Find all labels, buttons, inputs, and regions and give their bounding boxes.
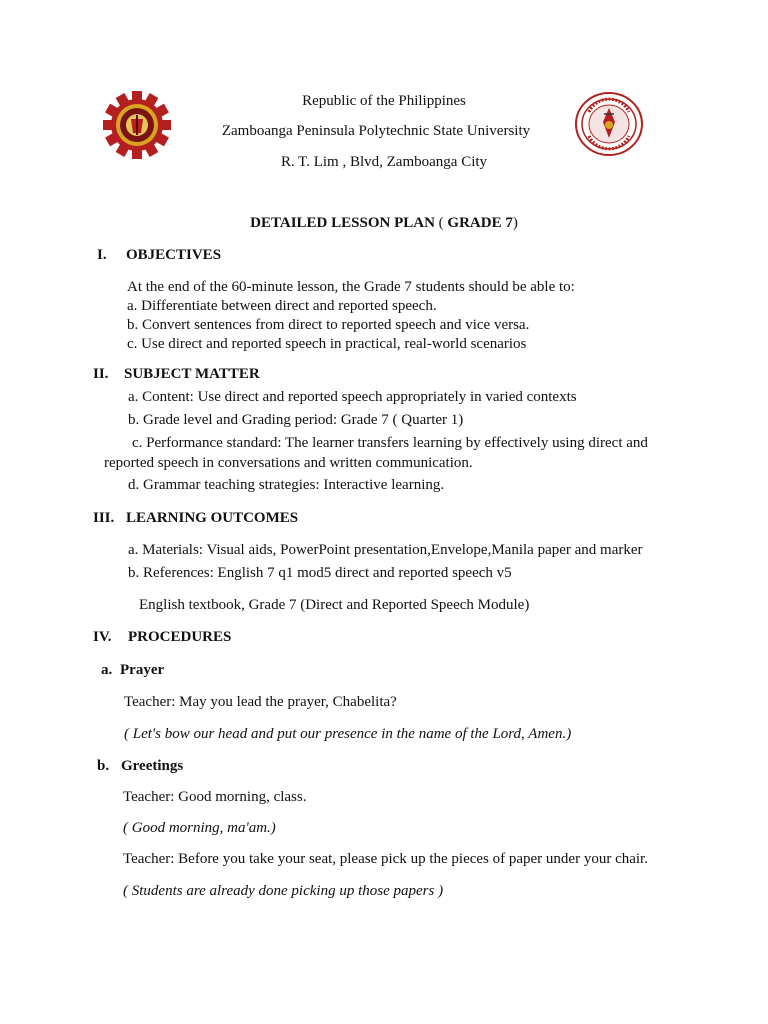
- section-heading-objectives: OBJECTIVES: [126, 247, 222, 263]
- section-num-subject-matter: II.: [93, 366, 109, 382]
- objectives-intro: At the end of the 60-minute lesson, the Grade 7 students should be able to:: [127, 279, 575, 295]
- section-num-objectives: I.: [97, 247, 107, 263]
- title-paren-open: (: [434, 215, 448, 231]
- outcomes-materials: a. Materials: Visual aids, PowerPoint presentation,Envelope,Manila paper and marker: [128, 542, 643, 558]
- prayer-teacher-line: Teacher: May you lead the prayer, Chabelita?: [124, 694, 397, 710]
- header-address: R. T. Lim , Blvd, Zamboanga City: [280, 154, 488, 170]
- greetings-student-response2: ( Students are already done picking up those papers ): [123, 883, 444, 899]
- prayer-student-response: ( Let's bow our head and put our presence in the name of the Lord, Amen.): [124, 726, 572, 742]
- section-num-learning-outcomes: III.: [93, 510, 115, 526]
- title-grade: GRADE 7: [447, 215, 513, 231]
- title-main: DETAILED LESSON PLAN: [250, 215, 435, 231]
- outcomes-references: b. References: English 7 q1 mod5 direct and reported speech v5: [128, 565, 512, 581]
- section-heading-subject-matter: SUBJECT MATTER: [124, 366, 260, 382]
- greetings-teacher-line1: Teacher: Good morning, class.: [123, 789, 307, 805]
- section-heading-learning-outcomes: LEARNING OUTCOMES: [126, 510, 299, 526]
- header-country: Republic of the Philippines: [302, 93, 466, 109]
- page-title: [0, 214, 768, 232]
- procedure-heading-prayer: Prayer: [120, 662, 165, 678]
- subject-strategies: d. Grammar teaching strategies: Interactive learning.: [128, 477, 445, 493]
- greetings-teacher-line2: Teacher: Before you take your seat, please pick up the pieces of paper under your chair.: [123, 851, 648, 867]
- objective-item: c. Use direct and reported speech in practical, real-world scenarios: [127, 336, 527, 352]
- subject-performance-line1: c. Performance standard: The learner transfers learning by effectively using direct and: [132, 435, 648, 451]
- subject-content: a. Content: Use direct and reported speech appropriately in varied contexts: [128, 389, 577, 405]
- section-heading-procedures: PROCEDURES: [128, 629, 232, 645]
- procedure-label-greetings: b.: [97, 758, 110, 774]
- objective-item: b. Convert sentences from direct to reported speech and vice versa.: [127, 317, 530, 333]
- procedure-heading-greetings: Greetings: [121, 758, 184, 774]
- greetings-student-response1: ( Good morning, ma'am.): [123, 820, 276, 836]
- title-paren-close: ): [512, 215, 518, 231]
- subject-grade-level: b. Grade level and Grading period: Grade 7 ( Quarter 1): [128, 412, 464, 428]
- subject-performance-line2: reported speech in conversations and written communication.: [104, 455, 473, 471]
- outcomes-textbook: English textbook, Grade 7 (Direct and Reported Speech Module): [139, 597, 530, 613]
- header-university: Zamboanga Peninsula Polytechnic State University: [221, 123, 531, 139]
- objective-item: a. Differentiate between direct and reported speech.: [127, 298, 437, 314]
- procedure-label-prayer: a.: [101, 662, 113, 678]
- section-num-procedures: IV.: [93, 629, 112, 645]
